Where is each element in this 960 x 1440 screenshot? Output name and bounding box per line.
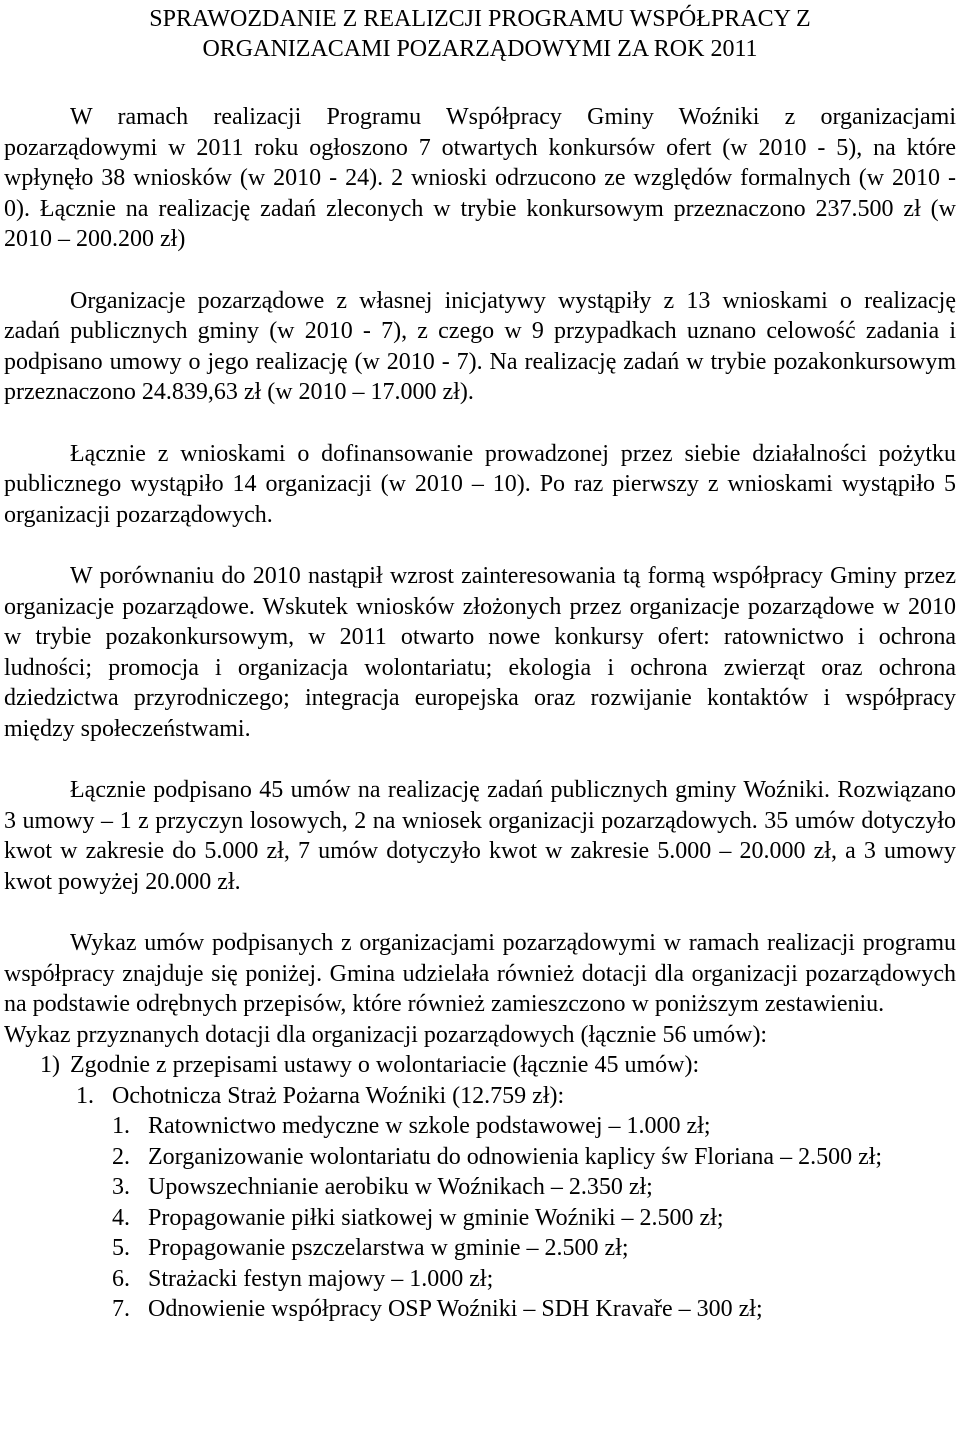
paragraph-dofinansowanie: Łącznie z wnioskami o dofinansowanie prowadzonej przez siebie działalności pożytku publicznego wystąpiło 14 organizacji (w 2010 – 10). Po raz pierwszy z wnioskami wystąpiło 5 organizacji pozarządowych. (4, 440, 956, 528)
list-item (112, 1203, 956, 1234)
list-number: 5. (112, 1235, 130, 1261)
list-item-text: Upowszechnianie aerobiku w Woźnikach – 2.350 zł; (148, 1174, 653, 1200)
list-item-text: Propagowanie piłki siatkowej w gminie Woźniki – 2.500 zł; (148, 1204, 724, 1231)
title-line-2: ORGANIZACAMI POZARZĄDOWYMI ZA ROK 2011 (202, 36, 758, 62)
list-item-text: Ratownictwo medyczne w szkole podstawowej – 1.000 zł; (148, 1113, 711, 1139)
list-number: 4. (112, 1204, 130, 1231)
grants-list (4, 1050, 956, 1325)
list-item (112, 1142, 956, 1173)
task-list (112, 1111, 956, 1325)
paragraph-porownanie: W porównaniu do 2010 nastąpił wzrost zainteresowania tą formą współpracy Gminy przez organizacje pozarządowe. Wskutek wniosków złożonych przez organizacje pozarządowe w 2010 w trybie pozakonkursowym, w 2011 otwarto nowe konkursy ofert: ratownictwo i ochrona ludności; promocja i organizacja wolontariatu; ekologia i ochrona zwierząt oraz ochrona dziedzictwa przyrodniczego; integracja europejska oraz rozwijanie kontaktów i współpracy między społeczeństwami. (4, 563, 956, 742)
list-item-text: Zgodnie z przepisami ustawy o wolontariacie (łącznie 45 umów): (70, 1052, 700, 1078)
list-intro: Wykaz przyznanych dotacji dla organizacji pozarządowych (łącznie 56 umów): (4, 1021, 768, 1048)
paragraph-umowy: Łącznie podpisano 45 umów na realizację zadań publicznych gminy Woźniki. Rozwiązano 3 umowy – 1 z przyczyn losowych, 2 na wniosek organizacji pozarządowych. 35 umów dotyczyło kwot w zakresie do 5.000 zł, 7 umów dotyczyło kwot w zakresie 5.000 – 20.000 zł, a 3 umowy kwot powyżej 20.000 zł. (4, 777, 956, 895)
title-line-1: SPRAWOZDANIE Z REALIZCJI PROGRAMU WSPÓŁPRACY Z (149, 6, 811, 32)
list-item-text: Ochotnicza Straż Pożarna Woźniki (12.759 zł): (112, 1082, 565, 1109)
list-number: 6. (112, 1265, 130, 1292)
list-item (112, 1233, 956, 1264)
list-number: 1. (112, 1113, 130, 1139)
list-number: 2. (112, 1143, 130, 1170)
list-number: 1) (40, 1052, 60, 1078)
list-item (112, 1172, 956, 1203)
list-item (112, 1111, 956, 1142)
list-item-text: Propagowanie pszczelarstwa w gminie – 2.500 zł; (148, 1235, 629, 1261)
list-item-level2 (76, 1081, 956, 1325)
list-number: 1. (76, 1082, 94, 1109)
list-number: 7. (112, 1296, 130, 1322)
document-title (4, 4, 956, 64)
paragraph-wykaz: Wykaz umów podpisanych z organizacjami pozarządowymi w ramach realizacji programu współpracy znajduje się poniżej. Gmina udzielała również dotacji dla organizacji pozarządowych na podstawie odrębnych przepisów, które również zamieszczono w poniższym zestawieniu. (4, 930, 956, 1017)
paragraph-konkursy: W ramach realizacji Programu Współpracy Gminy Woźniki z organizacjami pozarządowymi w 2011 roku ogłoszono 7 otwartych konkursów ofert (w 2010 - 5), na które wpłynęło 38 wniosków (w 2010 - 24). 2 wnioski odrzucono ze względów formalnych (w 2010 - 0). Łącznie na realizację zadań zleconych w trybie konkursowym przeznaczono 237.500 zł (w 2010 – 200.200 zł) (4, 104, 956, 252)
list-item-text: Strażacki festyn majowy – 1.000 zł; (148, 1265, 494, 1292)
list-item (112, 1294, 956, 1325)
list-item (112, 1264, 956, 1295)
paragraph-inicjatywy: Organizacje pozarządowe z własnej inicjatywy wystąpiły z 13 wnioskami o realizację zadań publicznych gminy (w 2010 - 7), z czego w 9 przypadkach uznano celowość zadania i podpisano umowy o jego realizację (w 2010 - 7). Na realizację zadań w trybie pozakonkursowym przeznaczono 24.839,63 zł (w 2010 – 17.000 zł). (4, 287, 956, 405)
organization-list (76, 1081, 956, 1325)
list-number: 3. (112, 1174, 130, 1200)
list-item-level1 (4, 1050, 956, 1325)
list-item-text: Odnowienie współpracy OSP Woźniki – SDH Kravaře – 300 zł; (148, 1296, 763, 1322)
list-item-text: Zorganizowanie wolontariatu do odnowienia kaplicy św Floriana – 2.500 zł; (148, 1143, 883, 1170)
